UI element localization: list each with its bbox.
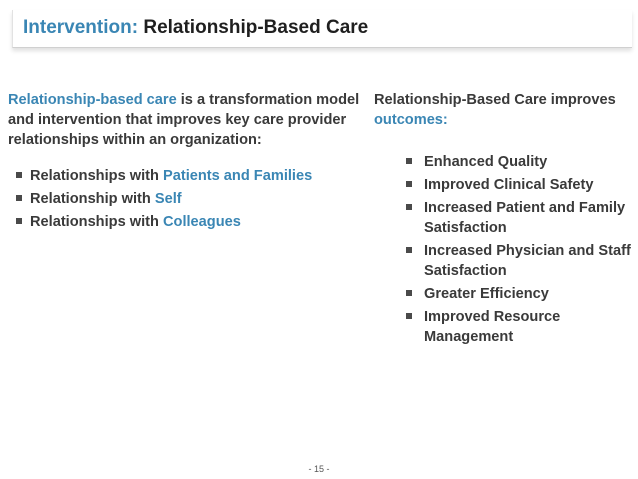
bullet-icon: [406, 158, 412, 164]
left-intro: [8, 90, 364, 150]
bullet-icon: [16, 195, 22, 201]
list-item-text: Increased Patient and Family Satisfaction: [424, 200, 626, 236]
left-intro-text: is a transformation model and intervention that improves key care provider relationships within an organization:: [8, 92, 360, 148]
list-item: [8, 166, 364, 186]
list-item-text: Relationships with: [30, 168, 163, 184]
list-item-text: Relationship with: [30, 191, 155, 207]
bullet-icon: [16, 172, 22, 178]
bullet-icon: [406, 290, 412, 296]
list-item-text: Improved Resource Management: [424, 309, 561, 345]
page-number: - 15 -: [308, 464, 330, 474]
left-intro-highlight: Relationship-based care: [8, 92, 177, 108]
list-item: [374, 284, 632, 304]
right-intro: [374, 90, 632, 130]
list-item-highlight: Colleagues: [162, 214, 241, 230]
list-item-highlight: Patients and Families: [162, 168, 313, 184]
list-item: [374, 198, 632, 238]
right-column: [374, 90, 632, 350]
bullet-icon: [406, 204, 412, 210]
right-intro-highlight: outcomes:: [374, 112, 448, 128]
outcomes-list: [374, 152, 632, 347]
relationships-list: [8, 166, 364, 232]
list-item: [8, 212, 364, 232]
list-item: [374, 152, 632, 172]
list-item: [374, 175, 632, 195]
title-bar: [12, 10, 632, 48]
title-main: Relationship-Based Care: [143, 17, 369, 38]
list-item: [374, 307, 632, 347]
list-item-text: Enhanced Quality: [424, 154, 548, 170]
list-item-highlight: Self: [154, 191, 182, 207]
page-title: [23, 17, 368, 39]
list-item-text: Greater Efficiency: [424, 286, 549, 302]
bullet-icon: [406, 247, 412, 253]
bullet-icon: [16, 218, 22, 224]
list-item: [374, 241, 632, 281]
list-item-text: Increased Physician and Staff Satisfaction: [424, 243, 631, 279]
bullet-icon: [406, 313, 412, 319]
list-item: [8, 189, 364, 209]
bullet-icon: [406, 181, 412, 187]
left-column: [8, 90, 364, 235]
list-item-text: Relationships with: [30, 214, 163, 230]
title-prefix: Intervention:: [23, 17, 139, 38]
right-intro-text: Relationship-Based Care improves: [374, 92, 616, 108]
list-item-text: Improved Clinical Safety: [424, 177, 594, 193]
